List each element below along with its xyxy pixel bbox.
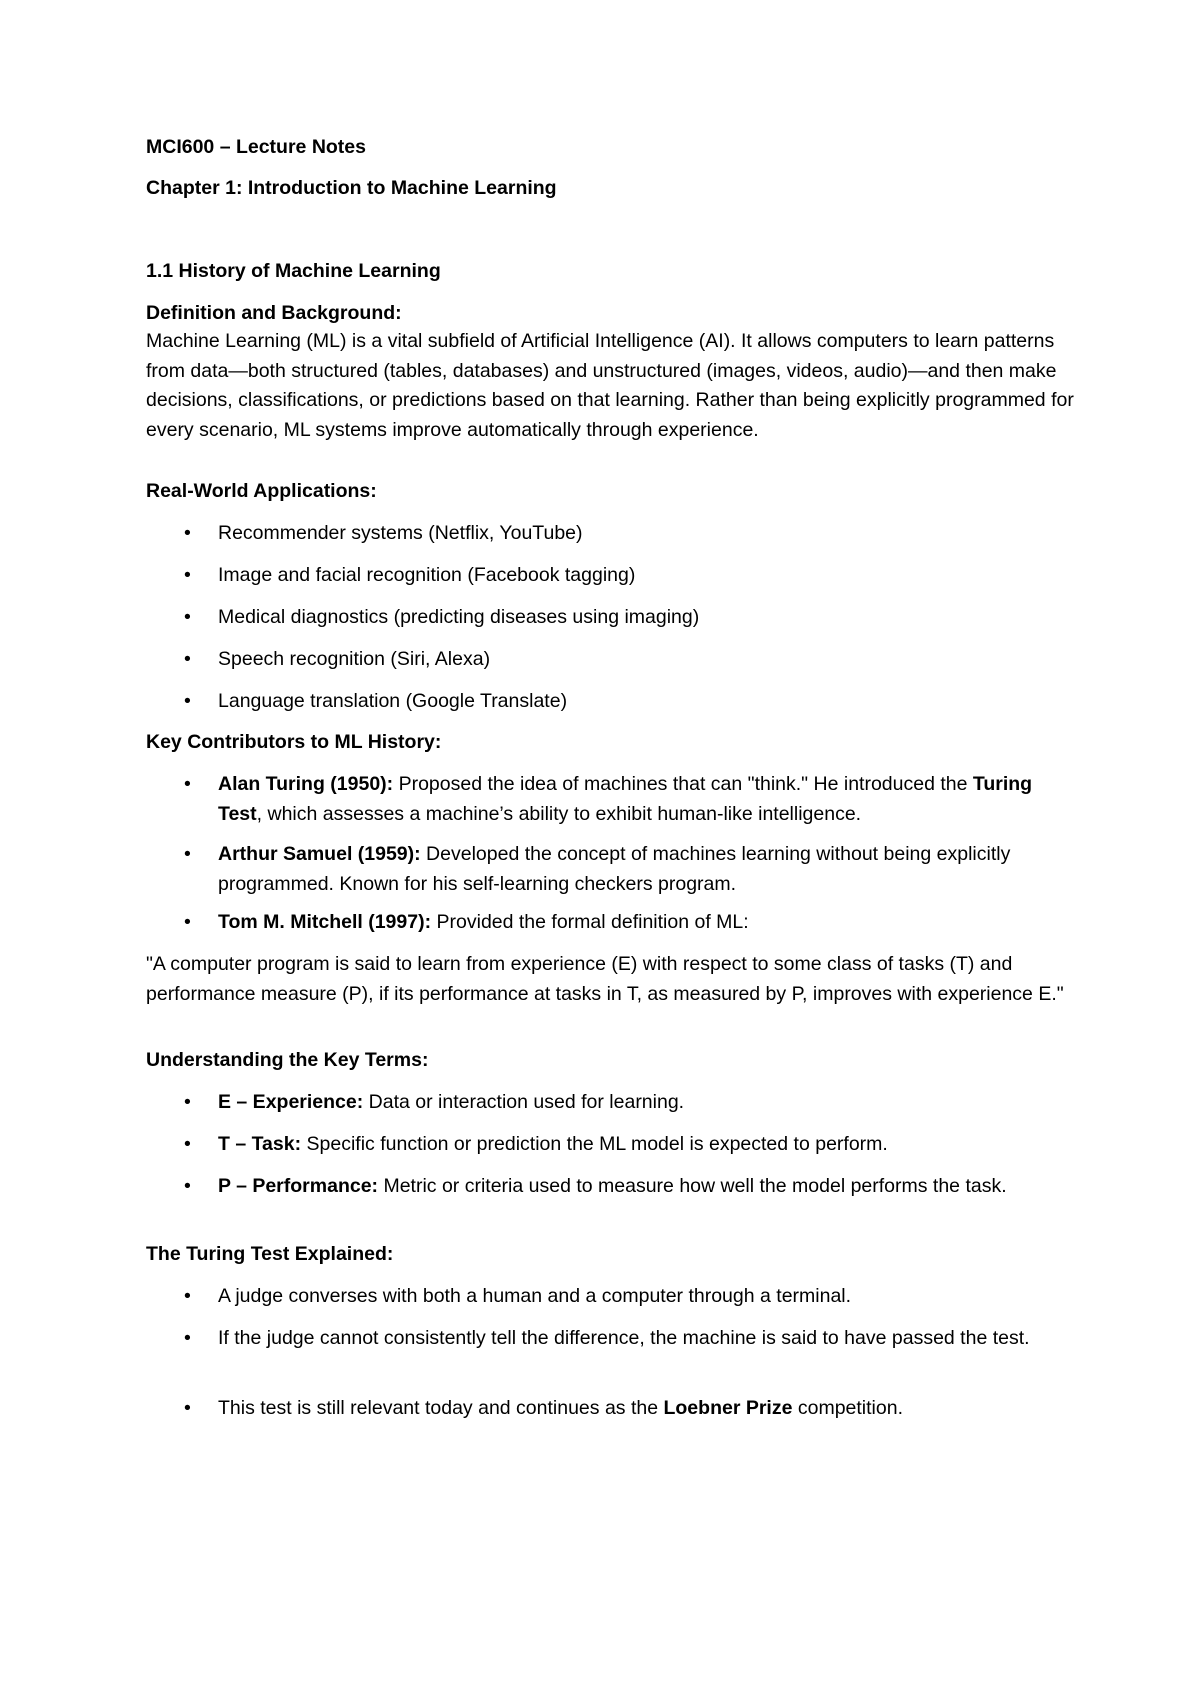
bullet-icon: •: [184, 522, 191, 544]
course-title: MCI600 – Lecture Notes: [146, 136, 366, 158]
bullet-icon: •: [184, 773, 191, 795]
bullet-icon: •: [184, 1091, 191, 1113]
key-term-text: [218, 1172, 1068, 1202]
contributor-text: [218, 840, 1068, 899]
application-text: Recommender systems (Netflix, YouTube): [218, 522, 583, 544]
bullet-icon: •: [184, 911, 191, 933]
key-term-description: Specific function or prediction the ML model is expected to perform.: [301, 1133, 888, 1155]
definition-heading: Definition and Background:: [146, 302, 402, 324]
chapter-title: Chapter 1: Introduction to Machine Learning: [146, 177, 557, 199]
turing-test-text: A judge converses with both a human and a computer through a terminal.: [218, 1285, 852, 1307]
contributor-description: Developed the concept of machines learning without being explicitly programmed. Known for his self-learning checkers program.: [218, 843, 1011, 895]
key-terms-heading: Understanding the Key Terms:: [146, 1049, 429, 1071]
bullet-icon: •: [184, 843, 191, 865]
bullet-icon: •: [184, 648, 191, 670]
bullet-icon: •: [184, 1133, 191, 1155]
turing-test-description: This test is still relevant today and continues as the: [218, 1397, 664, 1419]
turing-test-heading: The Turing Test Explained:: [146, 1243, 394, 1265]
turing-test-text: [218, 1394, 1068, 1424]
bullet-icon: •: [184, 1285, 191, 1307]
bullet-icon: •: [184, 1175, 191, 1197]
bullet-icon: •: [184, 564, 191, 586]
application-text: Medical diagnostics (predicting diseases using imaging): [218, 606, 700, 628]
application-text: Language translation (Google Translate): [218, 690, 568, 712]
key-term-description: Metric or criteria used to measure how well the model performs the task.: [378, 1175, 1007, 1197]
bullet-icon: •: [184, 606, 191, 628]
contributor-description: , which assesses a machine’s ability to exhibit human-like intelligence.: [256, 802, 862, 825]
key-term-text: [218, 1130, 1068, 1160]
section-title: 1.1 History of Machine Learning: [146, 260, 441, 282]
contributor-name: Alan Turing (1950):: [218, 773, 394, 795]
bullet-icon: •: [184, 1327, 191, 1349]
turing-test-description: competition.: [792, 1397, 903, 1419]
contributor-description: Provided the formal definition of ML:: [431, 911, 749, 933]
contributor-name: Arthur Samuel (1959):: [218, 843, 421, 865]
contributor-text: [218, 770, 1068, 829]
key-term-label: E – Experience:: [218, 1091, 364, 1113]
contributor-name: Tom M. Mitchell (1997):: [218, 911, 432, 933]
key-term-text: [218, 1088, 1068, 1118]
key-term-description: Data or interaction used for learning.: [363, 1091, 685, 1113]
bullet-icon: •: [184, 690, 191, 712]
application-text: Speech recognition (Siri, Alexa): [218, 648, 491, 670]
contributor-text: [218, 908, 1068, 938]
turing-test-term: Turing Test: [218, 773, 1033, 825]
bullet-icon: •: [184, 1397, 191, 1419]
key-term-label: T – Task:: [218, 1133, 302, 1155]
loebner-prize-term: Loebner Prize: [663, 1397, 793, 1419]
ml-definition-quote: "A computer program is said to learn from experience (E) with respect to some class of tasks (T) and performance measure (P), if its performance at tasks in T, as measured by P, improves with experience E.": [146, 953, 1064, 1005]
definition-paragraph: Machine Learning (ML) is a vital subfield of Artificial Intelligence (AI). It allows computers to learn patterns from data—both structured (tables, databases) and unstructured (images, videos, audio)—and then make decisions, classifications, or predictions based on that learning. Rather than being explicitly programmed for every scenario, ML systems improve automatically through experience.: [146, 330, 1074, 441]
applications-heading: Real-World Applications:: [146, 480, 377, 502]
turing-test-text: If the judge cannot consistently tell the difference, the machine is said to have passed the test.: [218, 1327, 1030, 1349]
application-text: Image and facial recognition (Facebook tagging): [218, 564, 636, 586]
key-term-label: P – Performance:: [218, 1175, 379, 1197]
contributors-heading: Key Contributors to ML History:: [146, 731, 442, 753]
contributor-description: Proposed the idea of machines that can "think." He introduced the: [393, 773, 973, 795]
